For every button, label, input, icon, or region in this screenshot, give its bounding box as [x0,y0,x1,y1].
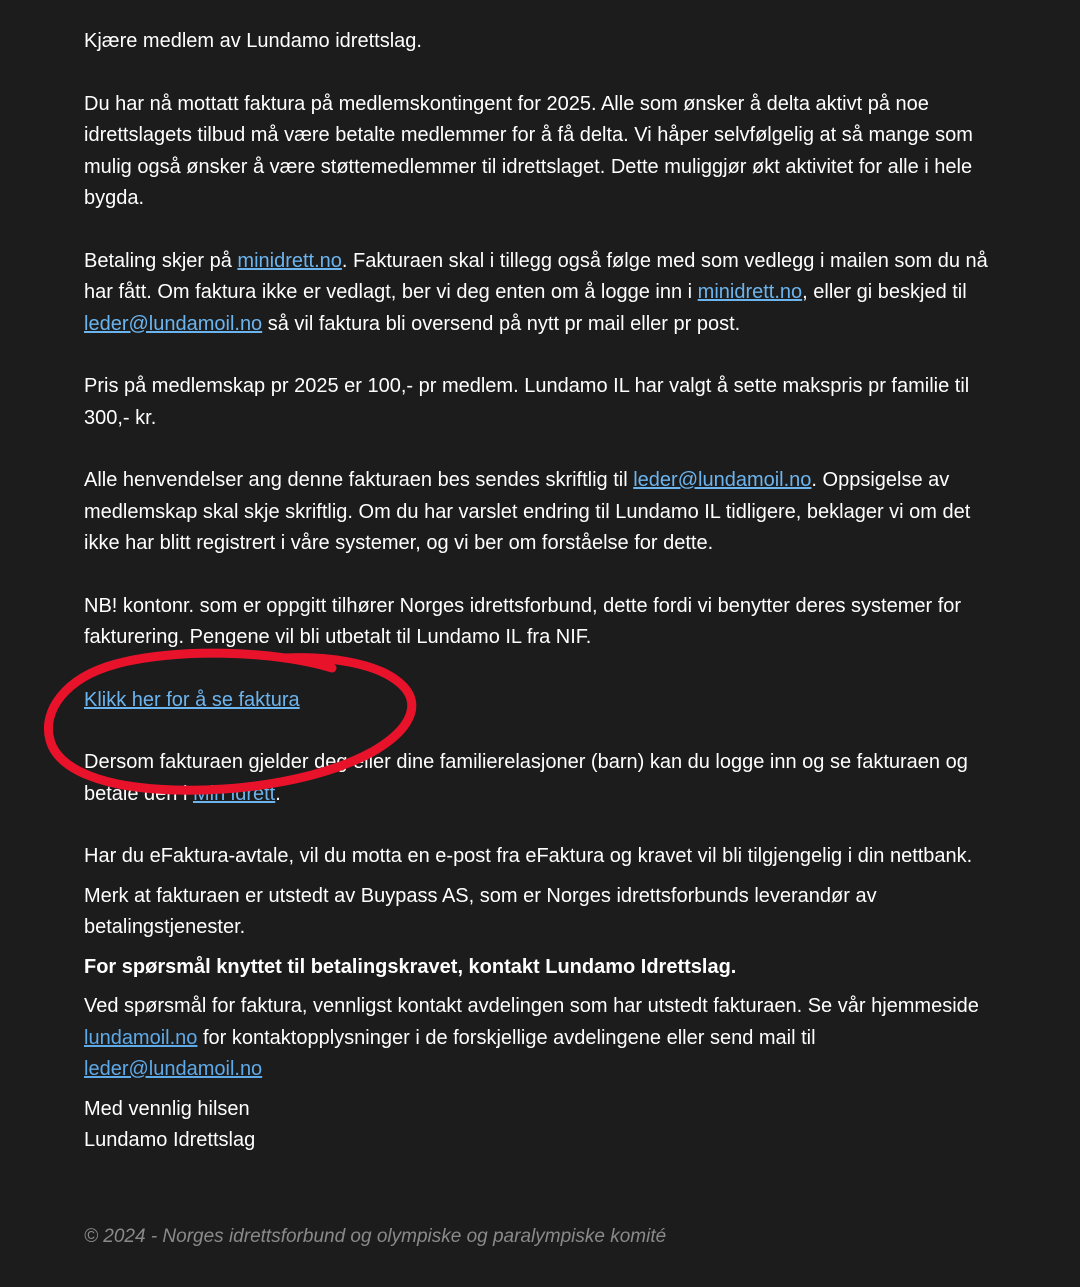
lundamoil-site-link[interactable]: lundamoil.no [84,1026,198,1049]
payment-text-1: Betaling skjer på [84,249,238,272]
leder-email-link-1[interactable]: leder@lundamoil.no [84,312,263,335]
view-invoice-link[interactable]: Klikk her for å se faktura [84,688,300,711]
family-paragraph [84,747,996,810]
buypass-paragraph: Merk at fakturaen er utstedt av Buypass AS, som er Norges idrettsforbunds leverandør av betalingstjenester. [84,884,877,938]
min-idrett-link[interactable]: Min idrett [192,782,276,805]
signoff-line-1: Med vennlig hilsen [84,1097,250,1120]
payment-paragraph [84,246,996,341]
payment-text-4: så vil faktura bli oversend på nytt pr mail eller pr post. [262,312,741,335]
nb-account-paragraph: NB! kontonr. som er oppgitt tilhører Norges idrettsforbund, dette fordi vi benytter deres systemer for fakturering. Pengene vil bli utbetalt til Lundamo IL fra NIF. [84,594,962,648]
contact-heading: For spørsmål knyttet til betalingskravet, kontakt Lundamo Idrettslag. [84,955,737,978]
questions-text-1: Ved spørsmål for faktura, vennligst kontakt avdelingen som har utstedt fakturaen. Se vår hjemmeside [84,995,979,1017]
leder-email-link-2[interactable]: leder@lundamoil.no [633,469,812,491]
inquiries-paragraph [84,465,996,560]
leder-email-link-3[interactable]: leder@lundamoil.no [84,1058,263,1080]
signoff-line-2: Lundamo Idrettslag [84,1129,256,1151]
invoice-intro-paragraph: Du har nå mottatt faktura på medlemskontingent for 2025. Alle som ønsker å delta aktivt på noe idrettslagets tilbud må være betalte medlemmer for å få delta. Vi håper selvfølgelig at så mange som mulig også ønsker å være støttemedlemmer til idrettslaget. Dette muliggjør økt aktivitet for alle i hele bygda. [84,92,973,209]
inquiries-text-1: Alle henvendelser ang denne fakturaen bes sendes skriftlig til [84,469,634,491]
copyright-footer: © 2024 - Norges idrettsforbund og olympiske og paralympiske komité [84,1226,667,1247]
payment-text-3: , eller gi beskjed til [802,281,967,303]
greeting-paragraph: Kjære medlem av Lundamo idrettslag. [84,30,422,52]
minidrett-link-1[interactable]: minidrett.no [237,249,342,272]
invoice-link-paragraph [84,685,996,717]
efaktura-paragraph: Har du eFaktura-avtale, vil du motta en e-post fra eFaktura og kravet vil bli tilgjengelig i din nettbank. [84,845,973,867]
payment-text-2: . Fakturaen skal i tillegg også følge med som vedlegg i mailen som du nå har fått. Om faktura ikke er vedlagt, ber vi deg enten om å logge inn i [84,249,988,303]
price-paragraph: Pris på medlemskap pr 2025 er 100,- pr medlem. Lundamo IL har valgt å sette makspris pr familie til 300,- kr. [84,375,970,429]
questions-paragraph [84,991,996,1086]
inquiries-text-2: . Oppsigelse av medlemskap skal skje skriftlig. Om du har varslet endring til Lundamo IL tidligere, beklager vi om det ikke har blitt registrert i våre systemer, og vi ber om forståelse for dette. [84,469,971,554]
family-text-1: Dersom fakturaen gjelder deg eller dine familierelasjoner (barn) kan du logge inn og se fakturaen og betale den i [84,751,968,805]
minidrett-link-2[interactable]: minidrett.no [697,281,803,303]
family-text-2: . [275,782,281,805]
questions-text-2: for kontaktopplysninger i de forskjellige avdelingene eller send mail til [197,1026,816,1049]
email-body [84,26,996,1157]
